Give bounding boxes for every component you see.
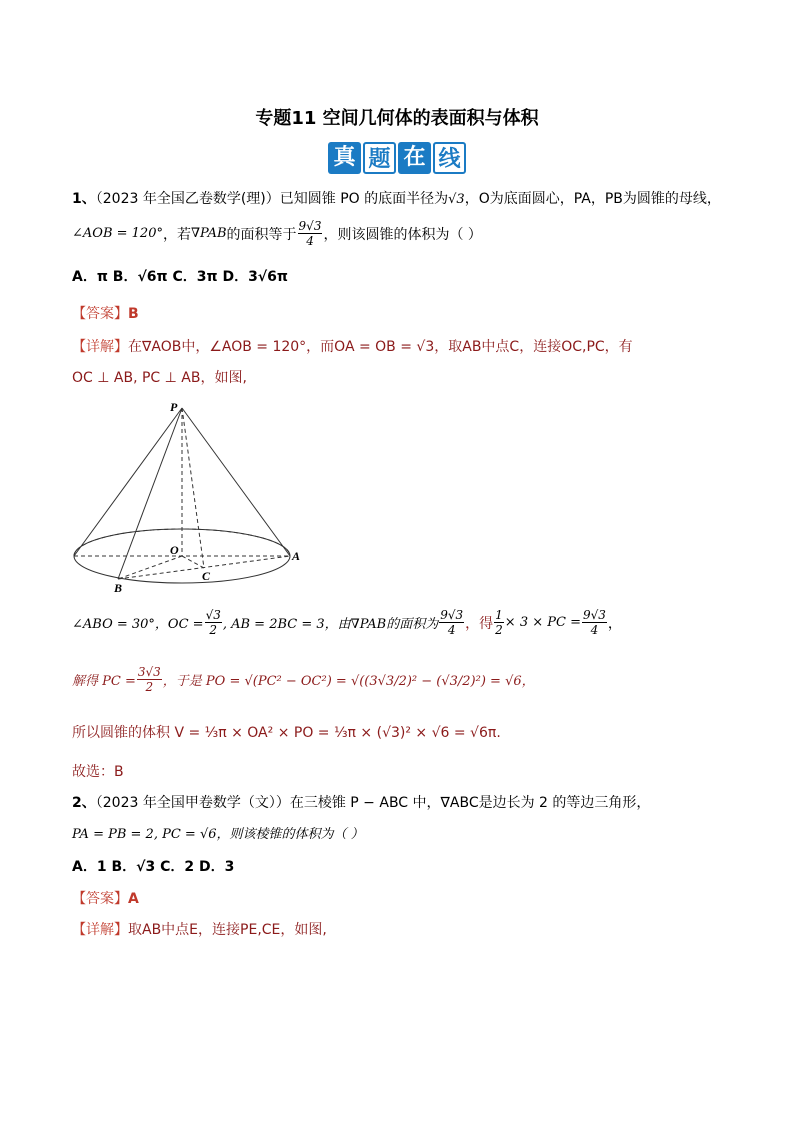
q1-detail-line2: OC ⊥ AB, PC ⊥ AB，如图, xyxy=(72,370,247,386)
q1-stem-text: 已知圆锥 PO 的底面半径为 xyxy=(279,191,449,207)
q2-options: A．1 B．√3 C．2 D．3 xyxy=(72,859,235,875)
q2-stem-line2: PA = PB = 2, PC = √6，则该棱锥的体积为（ ） xyxy=(72,827,364,842)
q1-detail-text: 在∇AOB中，∠AOB = 120°，而OA = OB = √3，取AB中点C，连接OC,PC，有 xyxy=(128,339,633,355)
fraction xyxy=(582,608,607,637)
section-badge xyxy=(328,142,466,176)
q1-number: 1、 xyxy=(72,191,96,207)
fraction-numerator: 3√3 xyxy=(137,665,161,679)
badge-char: 真 xyxy=(328,142,361,174)
q1-area-fraction xyxy=(298,219,323,248)
q2-detail-line1 xyxy=(72,919,327,939)
q1-answer xyxy=(72,303,139,323)
q1-detail-line5: 所以圆锥的体积 V = ⅓π × OA² × PO = ⅓π × (√3)² × √6 = √6π. xyxy=(72,725,501,741)
fraction xyxy=(439,608,464,637)
q2-detail-text: 取AB中点E，连接PE,CE，如图, xyxy=(128,922,327,938)
fraction-denominator: 4 xyxy=(306,234,314,248)
badge-char: 在 xyxy=(398,142,431,174)
q1-stem-text: ，则该圆锥的体积为（ ） xyxy=(323,226,482,243)
fraction xyxy=(205,608,222,637)
q1-detail-text: ∠ABO = 30°，OC = xyxy=(72,617,204,632)
badge-char: 线 xyxy=(433,142,466,174)
fraction-denominator: 4 xyxy=(447,623,456,637)
segment-ob xyxy=(118,556,182,579)
detail-label: 【详解】 xyxy=(72,922,128,938)
q2-answer xyxy=(72,888,139,908)
q1-detail-text: 解得 PC = xyxy=(72,674,136,689)
generatrix-left xyxy=(74,408,182,556)
q1-source: （2023 年全国乙卷数学(理)） xyxy=(95,191,280,207)
q1-detail-line4 xyxy=(72,665,535,694)
label-b: B xyxy=(114,581,123,594)
fraction-denominator: 2 xyxy=(495,623,503,637)
generatrix-pa xyxy=(182,408,290,556)
q1-conclusion: 故选：B xyxy=(72,764,124,780)
label-c: C xyxy=(202,569,211,583)
fraction-denominator: 2 xyxy=(145,680,154,694)
q1-detail-line1 xyxy=(72,336,633,356)
q1-detail-text: , AB = 2BC = 3，由∇PAB的面积为 xyxy=(222,617,439,632)
segment-pc xyxy=(182,408,204,568)
detail-label: 【详解】 xyxy=(72,339,128,355)
q2-stem-line1 xyxy=(72,792,650,812)
label-o: O xyxy=(170,543,179,557)
q1-stem-text: ，若 xyxy=(162,226,191,243)
q1-triangle: ∇PAB xyxy=(190,226,227,241)
q2-source: （2023 年全国甲卷数学（文）） xyxy=(95,795,290,811)
fraction-denominator: 2 xyxy=(209,623,218,637)
q1-stem-line2 xyxy=(72,219,482,248)
fraction-numerator: 9√3 xyxy=(440,608,464,622)
label-a: A xyxy=(292,549,300,563)
fraction-denominator: 4 xyxy=(590,623,599,637)
fraction-numerator: 9√3 xyxy=(298,219,322,233)
q2-stem-text: 在三棱锥 P − ABC 中，∇ABC是边长为 2 的等边三角形， xyxy=(289,795,651,811)
q1-detail-text: ，于是 PO = √(PC² − OC²) = √((3√3/2)² − (√3/2)²) = √6， xyxy=(162,674,535,689)
label-p: P xyxy=(170,400,178,414)
q1-radius: √3 xyxy=(448,192,465,207)
q1-stem-text: 的面积等于 xyxy=(226,226,297,243)
q1-detail-text: × 3 × PC = xyxy=(504,615,581,630)
answer-value: B xyxy=(128,306,139,322)
q2-number: 2、 xyxy=(72,795,96,811)
q1-detail-line3 xyxy=(72,608,622,637)
segment-oc xyxy=(182,556,204,568)
q1-angle: ∠AOB = 120° xyxy=(72,226,163,241)
badge-char: 题 xyxy=(363,142,396,174)
q1-detail-text: ，得 xyxy=(465,615,494,632)
answer-label: 【答案】 xyxy=(72,891,128,907)
answer-label: 【答案】 xyxy=(72,306,128,322)
fraction-numerator: 9√3 xyxy=(582,608,606,622)
fraction xyxy=(494,608,504,637)
fraction-numerator: 1 xyxy=(495,608,503,622)
page-title: 专题11 空间几何体的表面积与体积 xyxy=(255,108,539,129)
q1-stem-line1 xyxy=(72,188,721,208)
q1-stem-text: ，O为底面圆心，PA，PB为圆锥的母线， xyxy=(464,191,721,207)
answer-value: A xyxy=(128,891,139,907)
q1-options: A．π B．√6π C．3π D．3√6π xyxy=(72,269,288,285)
fraction xyxy=(137,665,162,694)
fraction-numerator: √3 xyxy=(205,608,221,622)
q1-detail-text: ， xyxy=(607,615,622,632)
cone-figure xyxy=(70,398,300,594)
